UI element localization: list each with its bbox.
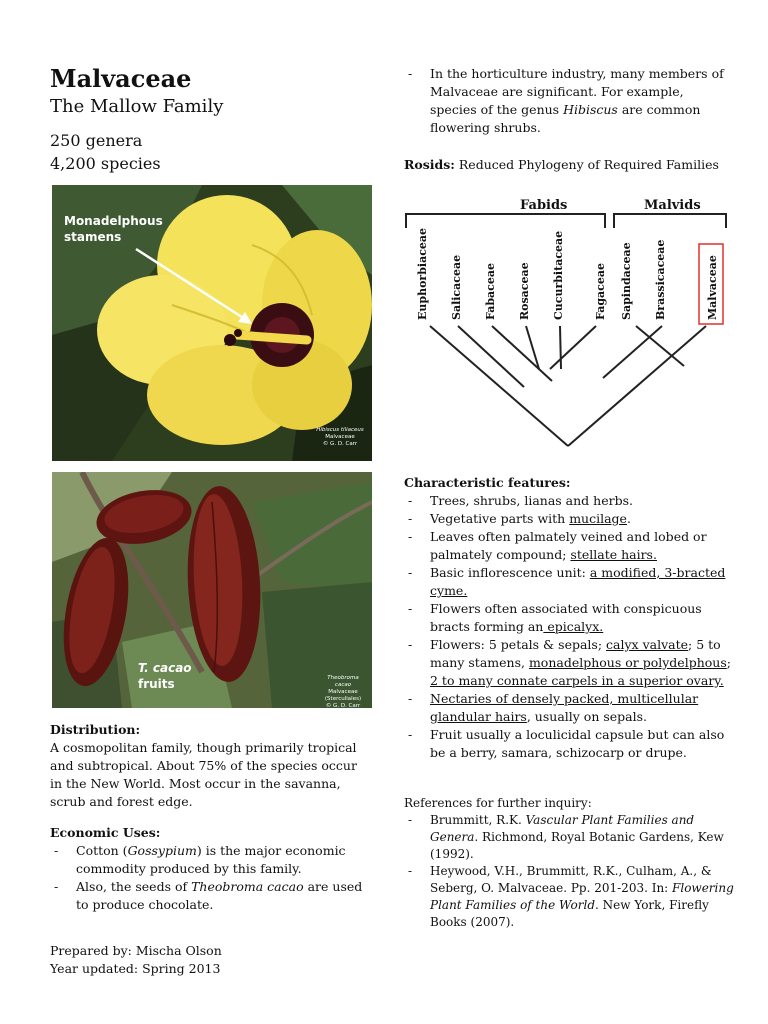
list-item: - Heywood, V.H., Brummitt, R.K., Culham, A., & Seberg, O. Malvaceae. Pp. 201-203. In: Flowering Plant Families of the World. New York, Firefly Books (2007). [404,863,734,931]
prepared-by: Prepared by: Mischa Olson [50,943,222,958]
malvids-label: Malvids [644,198,701,213]
list-item: - Basic inflorescence unit: a modified, 3-bracted cyme. [404,564,734,600]
hibiscus-photo [52,185,372,461]
list-item: - Cotton (Gossypium) is the major economic commodity produced by this family. [50,842,370,878]
economic-section [50,824,370,914]
fabids-label: Fabids [520,198,568,213]
taxon-label-euphorbiaceae: Euphorbiaceae [416,227,429,320]
list-item: - Brummitt, R.K. Vascular Plant Families and Genera. Richmond, Royal Botanic Gardens, Kew (1992). [404,812,734,863]
economic-heading: Economic Uses: [50,825,161,840]
list-item: - Flowers often associated with conspicuous bracts forming an epicalyx. [404,600,734,636]
list-item: - Leaves often palmately veined and lobed or palmately compound; stellate hairs. [404,528,734,564]
references-heading: References for further inquiry: [404,796,592,810]
stamens-label: stamens [64,230,122,244]
taxon-label-fabaceae: Fabaceae [484,263,497,320]
taxon-label-rosaceae: Rosaceae [518,262,531,320]
distribution-section [50,721,370,811]
list-item: - Trees, shrubs, lianas and herbs. [404,492,734,510]
footer [50,942,370,978]
taxon-label-sapindaceae: Sapindaceae [620,242,633,320]
cacao-credit: Theobroma cacao Malvaceae (Sterculiales) © G. D. Carr [324,675,362,708]
page-subtitle: The Mallow Family [50,96,224,117]
page-title: Malvaceae [50,64,192,93]
list-item: - Flowers: 5 petals & sepals; calyx valvate; 5 to many stamens, monadelphous or polydelphous; 2 to many connate carpels in a superior ovary. [404,636,734,690]
fruits-label: fruits [138,677,175,691]
economic-list [50,842,370,914]
genera-count: 250 genera [50,131,143,150]
distribution-heading: Distribution: [50,722,141,737]
features-heading: Characteristic features: [404,475,571,490]
cacao-illustration [52,472,372,708]
phylogeny-heading: Rosids: Reduced Phylogeny of Required Families [404,157,719,172]
references-list [404,812,734,931]
distribution-text: A cosmopolitan family, though primarily tropical and subtropical. About 75% of the species occur in the New World. Most occur in the savanna, scrub and forest edge. [50,740,357,809]
phylogeny-tree [402,190,740,452]
taxon-label-cucurbitaceae: Cucurbitaceae [552,230,565,320]
cacao-label: T. cacao [138,661,192,675]
features-section [404,474,734,762]
taxon-label-fagaceae: Fagaceae [594,263,607,320]
taxon-label-malvaceae: Malvaceae [706,255,719,320]
features-list [404,492,734,762]
taxon-label-salicaceae: Salicaceae [450,254,463,320]
list-item: - Fruit usually a loculicidal capsule but can also be a berry, samara, schizocarp or drupe. [404,726,734,762]
taxon-label-brassicaceae: Brassicaceae [654,239,667,320]
horticulture-continuation [404,65,734,137]
references-section [404,795,734,931]
species-count: 4,200 species [50,154,161,173]
list-item: - Vegetative parts with mucilage. [404,510,734,528]
year-updated: Year updated: Spring 2013 [50,961,221,976]
list-item: - Nectaries of densely packed, multicellular glandular hairs, usually on sepals. [404,690,734,726]
monadelphous-label: Monadelphous [64,214,163,228]
cacao-photo [52,472,372,708]
list-item: - Also, the seeds of Theobroma cacao are used to produce chocolate. [50,878,370,914]
hibiscus-credit: Hibiscus tiliaceus Malvaceae © G. D. Carr [316,427,364,447]
list-item: - In the horticulture industry, many members of Malvaceae are significant. For example, species of the genus Hibiscus are common flowering shrubs. [404,65,734,137]
